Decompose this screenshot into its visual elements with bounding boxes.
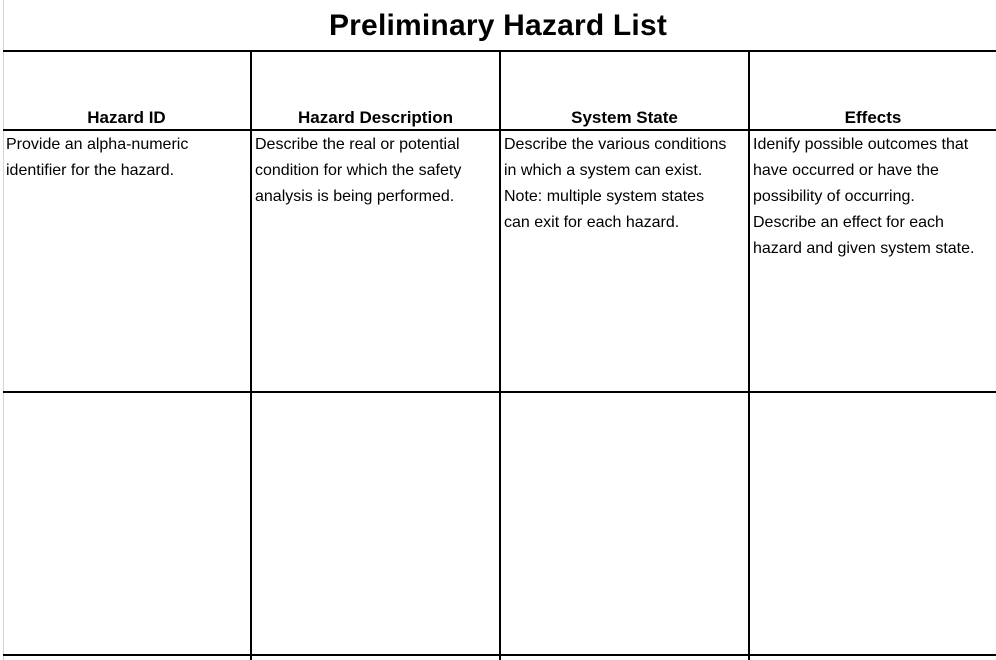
column-header-hazard-id[interactable]: Hazard ID [87,108,166,127]
column-header-effects[interactable]: Effects [844,108,902,127]
cell-hazard-description-instructions[interactable]: Describe the real or potential condition for which the safety analysis is being performed. [255,136,462,205]
table-cell[interactable] [252,393,499,654]
cell-hazard-id-instructions[interactable]: Provide an alpha-numeric identifier for the hazard. [6,136,189,179]
page-title: Preliminary Hazard List [328,9,668,42]
column-header-hazard-description[interactable]: Hazard Description [298,108,453,127]
cell-system-state-instructions[interactable]: Describe the various conditions in which a system can exist. Note: multiple system states can exit for each hazard. [504,136,727,231]
cell-effects-instructions[interactable]: Idenify possible outcomes that have occurred or have the possibility of occurring. Describe an effect for each hazard and given system state. [753,136,975,257]
table-cell[interactable] [750,393,996,654]
table-cell[interactable] [501,393,748,654]
column-header-system-state[interactable]: System State [571,108,678,127]
table-cell[interactable] [3,393,250,654]
